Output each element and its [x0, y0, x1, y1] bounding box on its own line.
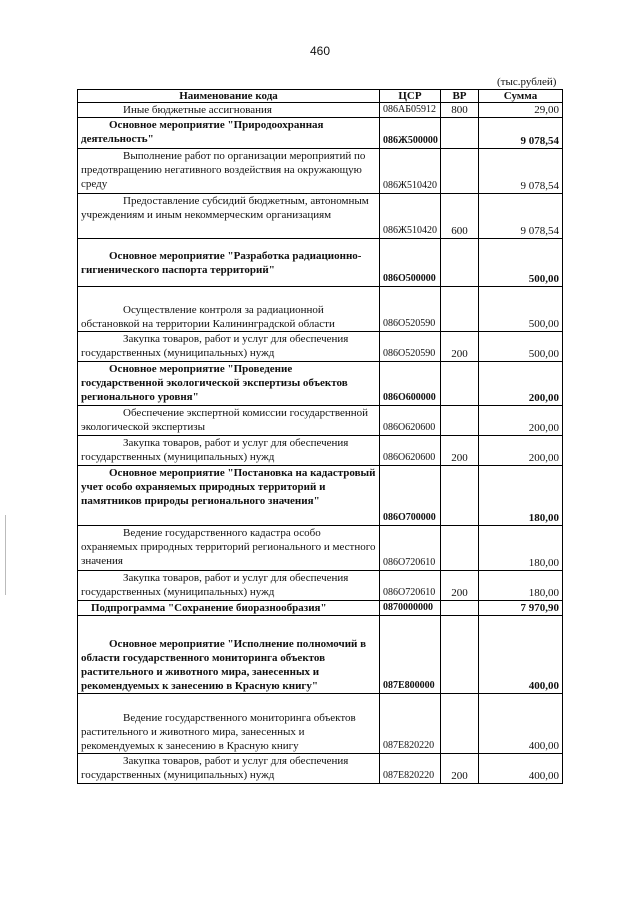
row-csr: 086О520590: [380, 287, 441, 332]
row-sum: 180,00: [479, 466, 563, 526]
row-vr: 600: [441, 194, 479, 239]
row-sum: 400,00: [479, 616, 563, 694]
row-vr: 200: [441, 436, 479, 466]
row-vr: [441, 406, 479, 436]
row-vr: [441, 118, 479, 149]
row-vr: [441, 287, 479, 332]
table-row: [78, 406, 563, 436]
row-vr: [441, 601, 479, 616]
row-csr: 086О720610: [380, 526, 441, 571]
row-name: Основное мероприятие "Проведение государственной экологической экспертизы объектов регионального уровня": [78, 362, 380, 406]
scan-edge-mark: [5, 515, 6, 595]
row-csr: 086Ж510420: [380, 149, 441, 194]
row-name: Иные бюджетные ассигнования: [78, 103, 380, 118]
row-sum: 7 970,90: [479, 601, 563, 616]
page-number: 460: [309, 44, 331, 58]
table-header-row: [78, 90, 563, 103]
row-vr: [441, 239, 479, 287]
row-name: Закупка товаров, работ и услуг для обеспечения государственных (муниципальных) нужд: [78, 332, 380, 362]
row-sum: 29,00: [479, 103, 563, 118]
row-sum: 500,00: [479, 287, 563, 332]
row-sum: 400,00: [479, 754, 563, 784]
header-sum: Сумма: [479, 90, 563, 103]
row-name: Закупка товаров, работ и услуг для обеспечения государственных (муниципальных) нужд: [78, 754, 380, 784]
table-row: [78, 694, 563, 754]
row-sum: 180,00: [479, 571, 563, 601]
row-sum: 9 078,54: [479, 149, 563, 194]
row-csr: 086Ж510420: [380, 194, 441, 239]
row-csr: 087Е820220: [380, 694, 441, 754]
row-vr: 200: [441, 754, 479, 784]
row-vr: 200: [441, 571, 479, 601]
row-csr: 086О700000: [380, 466, 441, 526]
row-vr: [441, 362, 479, 406]
header-name: Наименование кода: [78, 90, 380, 103]
row-name: Закупка товаров, работ и услуг для обеспечения государственных (муниципальных) нужд: [78, 436, 380, 466]
row-csr: 086О620600: [380, 406, 441, 436]
row-sum: 9 078,54: [479, 194, 563, 239]
row-sum: 500,00: [479, 332, 563, 362]
row-name: Обеспечение экспертной комиссии государственной экологической экспертизы: [78, 406, 380, 436]
table-row: [78, 526, 563, 571]
row-name: Основное мероприятие "Постановка на кадастровый учет особо охраняемых природных территорий и памятников природы регионального значения": [78, 466, 380, 526]
row-name: Предоставление субсидий бюджетным, автономным учреждениям и иным некоммерческим организациям: [78, 194, 380, 239]
row-csr: 087Е820220: [380, 754, 441, 784]
header-csr: ЦСР: [380, 90, 441, 103]
row-sum: 500,00: [479, 239, 563, 287]
row-sum: 180,00: [479, 526, 563, 571]
table-row: [78, 103, 563, 118]
row-name: Подпрограмма "Сохранение биоразнообразия": [78, 601, 380, 616]
table-row: [78, 332, 563, 362]
row-vr: [441, 149, 479, 194]
table-row: [78, 239, 563, 287]
row-name: Ведение государственного мониторинга объектов растительного и животного мира, занесенных и рекомендуемых к занесению в Красную книгу: [78, 694, 380, 754]
row-vr: [441, 694, 479, 754]
table-row: [78, 616, 563, 694]
table-row: [78, 754, 563, 784]
row-csr: 086О620600: [380, 436, 441, 466]
row-name: Выполнение работ по организации мероприятий по предотвращению негативного воздействия на окружающую среду: [78, 149, 380, 194]
row-sum: 200,00: [479, 406, 563, 436]
table-row: [78, 362, 563, 406]
table-row: [78, 149, 563, 194]
table-row: [78, 571, 563, 601]
row-vr: 800: [441, 103, 479, 118]
row-csr: 086О600000: [380, 362, 441, 406]
row-csr: 086О520590: [380, 332, 441, 362]
row-vr: [441, 526, 479, 571]
budget-table: [77, 89, 563, 784]
table-row: [78, 436, 563, 466]
row-csr: 086Ж500000: [380, 118, 441, 149]
row-sum: 200,00: [479, 362, 563, 406]
row-csr: 086О720610: [380, 571, 441, 601]
table-row: [78, 118, 563, 149]
row-sum: 9 078,54: [479, 118, 563, 149]
table-row: [78, 194, 563, 239]
header-vr: ВР: [441, 90, 479, 103]
row-csr: 0870000000: [380, 601, 441, 616]
row-csr: 086О500000: [380, 239, 441, 287]
row-name: Осуществление контроля за радиационной обстановкой на территории Калининградской области: [78, 287, 380, 332]
row-sum: 200,00: [479, 436, 563, 466]
row-csr: 087Е800000: [380, 616, 441, 694]
table-row: [78, 466, 563, 526]
row-name: Ведение государственного кадастра особо охраняемых природных территорий регионального и местного значения: [78, 526, 380, 571]
row-name: Закупка товаров, работ и услуг для обеспечения государственных (муниципальных) нужд: [78, 571, 380, 601]
row-name: Основное мероприятие "Исполнение полномочий в области государственного мониторинга объектов растительного и животного мира, занесенных и рекомендуемых к занесению в Красную книгу": [78, 616, 380, 694]
row-csr: 086АБ05912: [380, 103, 441, 118]
table-row: [78, 601, 563, 616]
row-vr: [441, 466, 479, 526]
row-sum: 400,00: [479, 694, 563, 754]
row-name: Основное мероприятие "Разработка радиационно-гигиенического паспорта территорий": [78, 239, 380, 287]
row-vr: 200: [441, 332, 479, 362]
units-label: (тыс.рублей): [497, 76, 557, 88]
row-name: Основное мероприятие "Природоохранная деятельность": [78, 118, 380, 149]
table-row: [78, 287, 563, 332]
row-vr: [441, 616, 479, 694]
